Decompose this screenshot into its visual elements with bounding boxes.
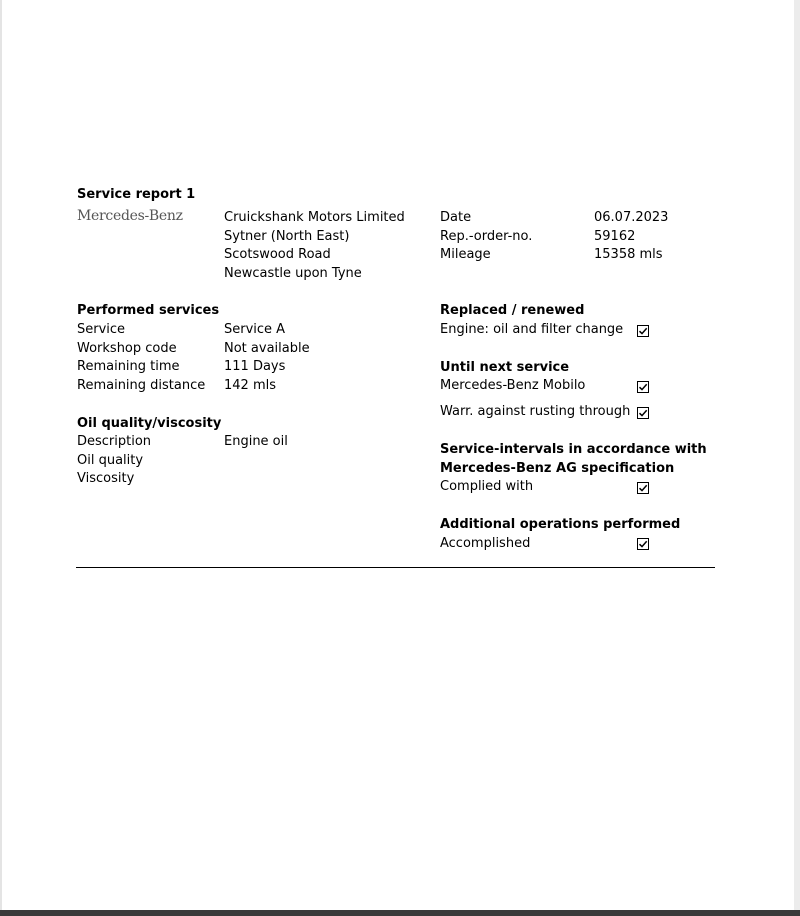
dealer-line: Scotswood Road — [224, 247, 331, 262]
next-service-heading: Until next service — [440, 360, 570, 375]
oil-label: Oil quality — [77, 453, 144, 468]
check-icon — [638, 539, 648, 549]
check-icon — [638, 408, 648, 418]
oil-heading: Oil quality/viscosity — [77, 416, 222, 431]
next-service-checkbox[interactable] — [637, 407, 649, 419]
intervals-heading: Mercedes-Benz AG specification — [440, 461, 675, 476]
oil-label: Viscosity — [77, 471, 135, 486]
performed-label: Workshop code — [77, 341, 177, 356]
replaced-item-label: Engine: oil and filter change — [440, 322, 624, 337]
intervals-checkbox[interactable] — [637, 482, 649, 494]
additional-heading: Additional operations performed — [440, 517, 681, 532]
page-edge-left — [0, 0, 2, 916]
dealer-line: Sytner (North East) — [224, 229, 350, 244]
page-edge-right — [794, 0, 800, 916]
meta-value-order: 59162 — [594, 229, 636, 244]
intervals-item-label: Complied with — [440, 479, 534, 494]
next-service-checkbox[interactable] — [637, 381, 649, 393]
report-title: Service report 1 — [77, 187, 196, 202]
performed-value: Not available — [224, 341, 310, 356]
meta-value-date: 06.07.2023 — [594, 210, 669, 225]
brand-logo: Mercedes-Benz — [77, 208, 183, 224]
dealer-line: Newcastle upon Tyne — [224, 266, 362, 281]
meta-label-mileage: Mileage — [440, 247, 491, 262]
performed-label: Service — [77, 322, 126, 337]
meta-value-mileage: 15358 mls — [594, 247, 663, 262]
meta-label-date: Date — [440, 210, 472, 225]
performed-label: Remaining distance — [77, 378, 206, 393]
performed-value: Service A — [224, 322, 286, 337]
performed-label: Remaining time — [77, 359, 180, 374]
intervals-heading: Service-intervals in accordance with — [440, 442, 707, 457]
replaced-heading: Replaced / renewed — [440, 303, 585, 318]
page-edge-bottom — [0, 910, 800, 916]
oil-label: Description — [77, 434, 152, 449]
check-icon — [638, 483, 648, 493]
additional-checkbox[interactable] — [637, 538, 649, 550]
next-service-item-label: Warr. against rusting through — [440, 404, 631, 419]
performed-heading: Performed services — [77, 303, 220, 318]
performed-value: 142 mls — [224, 378, 276, 393]
next-service-item-label: Mercedes-Benz Mobilo — [440, 378, 586, 393]
dealer-line: Cruickshank Motors Limited — [224, 210, 405, 225]
check-icon — [638, 382, 648, 392]
performed-value: 111 Days — [224, 359, 286, 374]
section-divider — [76, 567, 715, 568]
additional-item-label: Accomplished — [440, 536, 531, 551]
meta-label-order: Rep.-order-no. — [440, 229, 533, 244]
oil-value: Engine oil — [224, 434, 288, 449]
replaced-checkbox[interactable] — [637, 325, 649, 337]
check-icon — [638, 326, 648, 336]
